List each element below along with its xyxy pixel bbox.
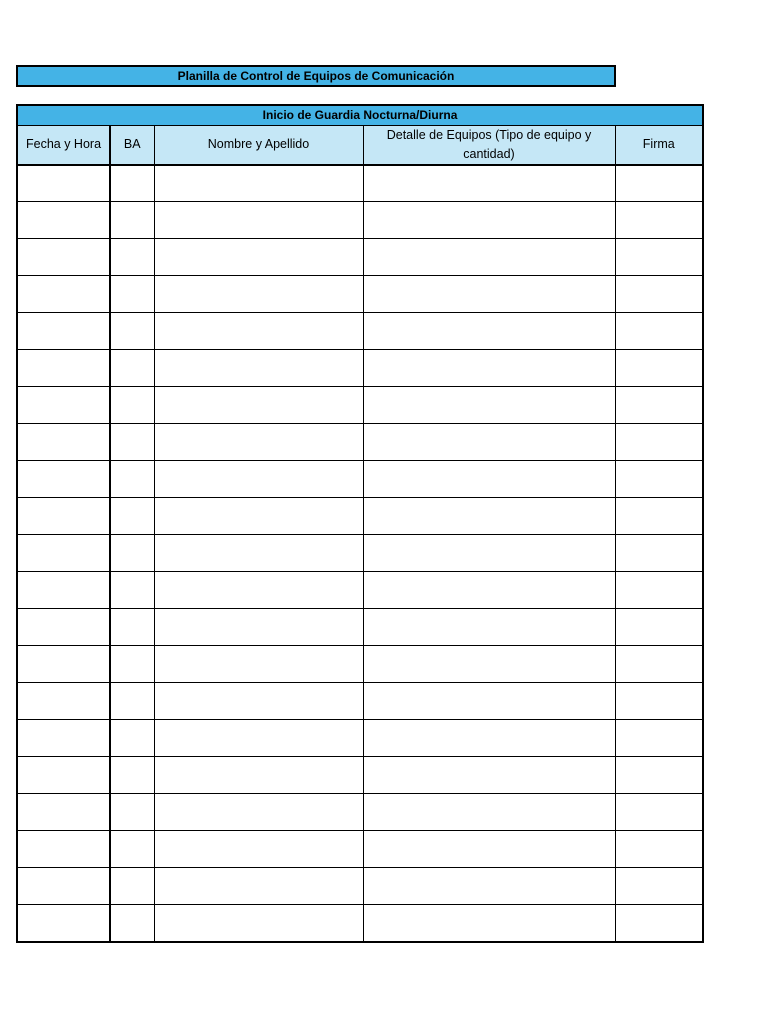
firma-cell[interactable] xyxy=(615,794,703,831)
fecha-hora-cell[interactable] xyxy=(17,313,110,350)
detalle-equipos-cell[interactable] xyxy=(363,498,615,535)
nombre-apellido-cell[interactable] xyxy=(154,424,363,461)
firma-cell[interactable] xyxy=(615,202,703,239)
fecha-hora-cell[interactable] xyxy=(17,905,110,942)
table-row xyxy=(17,276,703,313)
fecha-hora-cell[interactable] xyxy=(17,535,110,572)
ba-cell[interactable] xyxy=(110,498,154,535)
table-row xyxy=(17,387,703,424)
nombre-apellido-cell[interactable] xyxy=(154,757,363,794)
nombre-apellido-cell[interactable] xyxy=(154,683,363,720)
fecha-hora-cell[interactable] xyxy=(17,572,110,609)
fecha-hora-cell[interactable] xyxy=(17,757,110,794)
detalle-equipos-cell[interactable] xyxy=(363,794,615,831)
table-row xyxy=(17,239,703,276)
table-row xyxy=(17,720,703,757)
column-header-fecha-hora: Fecha y Hora xyxy=(17,125,110,165)
table-body xyxy=(17,165,703,942)
table-row xyxy=(17,165,703,202)
fecha-hora-cell[interactable] xyxy=(17,609,110,646)
detalle-equipos-cell[interactable] xyxy=(363,202,615,239)
detalle-equipos-cell[interactable] xyxy=(363,424,615,461)
firma-cell[interactable] xyxy=(615,461,703,498)
detalle-equipos-cell[interactable] xyxy=(363,868,615,905)
fecha-hora-cell[interactable] xyxy=(17,202,110,239)
ba-cell[interactable] xyxy=(110,868,154,905)
firma-cell[interactable] xyxy=(615,905,703,942)
nombre-apellido-cell[interactable] xyxy=(154,831,363,868)
firma-cell[interactable] xyxy=(615,424,703,461)
nombre-apellido-cell[interactable] xyxy=(154,276,363,313)
nombre-apellido-cell[interactable] xyxy=(154,165,363,202)
nombre-apellido-cell[interactable] xyxy=(154,572,363,609)
nombre-apellido-cell[interactable] xyxy=(154,720,363,757)
nombre-apellido-cell[interactable] xyxy=(154,461,363,498)
ba-cell[interactable] xyxy=(110,387,154,424)
section-title: Inicio de Guardia Nocturna/Diurna xyxy=(17,105,703,125)
nombre-apellido-cell[interactable] xyxy=(154,905,363,942)
table-row xyxy=(17,498,703,535)
detalle-equipos-cell[interactable] xyxy=(363,831,615,868)
detalle-equipos-cell[interactable] xyxy=(363,720,615,757)
ba-cell[interactable] xyxy=(110,535,154,572)
nombre-apellido-cell[interactable] xyxy=(154,646,363,683)
nombre-apellido-cell[interactable] xyxy=(154,868,363,905)
firma-cell[interactable] xyxy=(615,720,703,757)
table-row xyxy=(17,868,703,905)
nombre-apellido-cell[interactable] xyxy=(154,387,363,424)
detalle-equipos-cell[interactable] xyxy=(363,387,615,424)
firma-cell[interactable] xyxy=(615,535,703,572)
ba-cell[interactable] xyxy=(110,239,154,276)
ba-cell[interactable] xyxy=(110,202,154,239)
detalle-equipos-cell[interactable] xyxy=(363,572,615,609)
ba-cell[interactable] xyxy=(110,646,154,683)
column-header-nombre-apellido: Nombre y Apellido xyxy=(154,125,363,165)
ba-cell[interactable] xyxy=(110,609,154,646)
firma-cell[interactable] xyxy=(615,165,703,202)
firma-cell[interactable] xyxy=(615,683,703,720)
ba-cell[interactable] xyxy=(110,794,154,831)
ba-cell[interactable] xyxy=(110,720,154,757)
detalle-equipos-cell[interactable] xyxy=(363,757,615,794)
table-row xyxy=(17,535,703,572)
table-row xyxy=(17,350,703,387)
fecha-hora-cell[interactable] xyxy=(17,794,110,831)
fecha-hora-cell[interactable] xyxy=(17,165,110,202)
equipment-control-table xyxy=(16,104,704,943)
firma-cell[interactable] xyxy=(615,498,703,535)
table-row xyxy=(17,202,703,239)
column-header-firma: Firma xyxy=(615,125,703,165)
fecha-hora-cell[interactable] xyxy=(17,461,110,498)
firma-cell[interactable] xyxy=(615,868,703,905)
nombre-apellido-cell[interactable] xyxy=(154,609,363,646)
table-row xyxy=(17,572,703,609)
firma-cell[interactable] xyxy=(615,276,703,313)
firma-cell[interactable] xyxy=(615,646,703,683)
table-row xyxy=(17,905,703,942)
detalle-equipos-cell[interactable] xyxy=(363,239,615,276)
firma-cell[interactable] xyxy=(615,757,703,794)
ba-cell[interactable] xyxy=(110,350,154,387)
detalle-equipos-cell[interactable] xyxy=(363,350,615,387)
table-row xyxy=(17,757,703,794)
fecha-hora-cell[interactable] xyxy=(17,498,110,535)
firma-cell[interactable] xyxy=(615,572,703,609)
fecha-hora-cell[interactable] xyxy=(17,831,110,868)
detalle-equipos-cell[interactable] xyxy=(363,313,615,350)
fecha-hora-cell[interactable] xyxy=(17,646,110,683)
nombre-apellido-cell[interactable] xyxy=(154,794,363,831)
detalle-equipos-cell[interactable] xyxy=(363,461,615,498)
fecha-hora-cell[interactable] xyxy=(17,387,110,424)
ba-cell[interactable] xyxy=(110,276,154,313)
nombre-apellido-cell[interactable] xyxy=(154,202,363,239)
table-row xyxy=(17,313,703,350)
fecha-hora-cell[interactable] xyxy=(17,720,110,757)
firma-cell[interactable] xyxy=(615,313,703,350)
ba-cell[interactable] xyxy=(110,831,154,868)
detalle-equipos-cell[interactable] xyxy=(363,609,615,646)
table-row xyxy=(17,609,703,646)
column-header-row xyxy=(17,125,703,165)
document-title-text: Planilla de Control de Equipos de Comunicación xyxy=(177,69,455,83)
nombre-apellido-cell[interactable] xyxy=(154,535,363,572)
nombre-apellido-cell[interactable] xyxy=(154,350,363,387)
fecha-hora-cell[interactable] xyxy=(17,239,110,276)
ba-cell[interactable] xyxy=(110,757,154,794)
fecha-hora-cell[interactable] xyxy=(17,683,110,720)
detalle-equipos-cell[interactable] xyxy=(363,535,615,572)
ba-cell[interactable] xyxy=(110,461,154,498)
detalle-equipos-cell[interactable] xyxy=(363,165,615,202)
firma-cell[interactable] xyxy=(615,387,703,424)
ba-cell[interactable] xyxy=(110,905,154,942)
nombre-apellido-cell[interactable] xyxy=(154,498,363,535)
firma-cell[interactable] xyxy=(615,350,703,387)
nombre-apellido-cell[interactable] xyxy=(154,313,363,350)
table-row xyxy=(17,794,703,831)
detalle-equipos-cell[interactable] xyxy=(363,683,615,720)
column-header-detalle-equipos: Detalle de Equipos (Tipo de equipo y cantidad) xyxy=(363,125,615,165)
fecha-hora-cell[interactable] xyxy=(17,868,110,905)
firma-cell[interactable] xyxy=(615,831,703,868)
ba-cell[interactable] xyxy=(110,572,154,609)
detalle-equipos-cell[interactable] xyxy=(363,276,615,313)
firma-cell[interactable] xyxy=(615,609,703,646)
ba-cell[interactable] xyxy=(110,424,154,461)
fecha-hora-cell[interactable] xyxy=(17,424,110,461)
ba-cell[interactable] xyxy=(110,313,154,350)
ba-cell[interactable] xyxy=(110,165,154,202)
table-row xyxy=(17,424,703,461)
detalle-equipos-cell[interactable] xyxy=(363,646,615,683)
ba-cell[interactable] xyxy=(110,683,154,720)
section-header-row xyxy=(17,105,703,125)
table-row xyxy=(17,831,703,868)
firma-cell[interactable] xyxy=(615,239,703,276)
fecha-hora-cell[interactable] xyxy=(17,350,110,387)
table-row xyxy=(17,646,703,683)
table-row xyxy=(17,461,703,498)
column-header-ba: BA xyxy=(110,125,154,165)
document-title xyxy=(16,65,616,87)
table-row xyxy=(17,683,703,720)
fecha-hora-cell[interactable] xyxy=(17,276,110,313)
detalle-equipos-cell[interactable] xyxy=(363,905,615,942)
nombre-apellido-cell[interactable] xyxy=(154,239,363,276)
